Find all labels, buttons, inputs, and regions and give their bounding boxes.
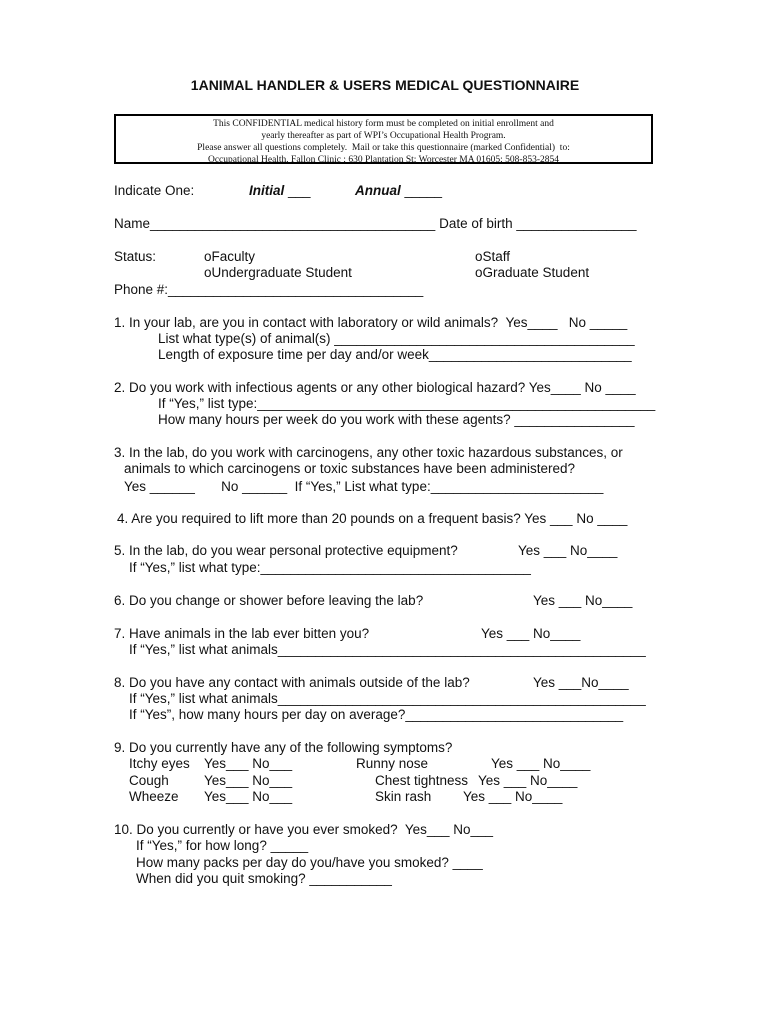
q5-yes-no[interactable]: Yes ___ No____ [518,543,618,558]
q1-exposure-time[interactable]: Length of exposure time per day and/or week___________________________ [158,347,632,362]
q9-skin-rash-label: Skin rash [375,789,432,804]
q3-question: 3. In the lab, do you work with carcinogens, any other toxic hazardous substances, or [114,445,623,460]
q10-packs-per-day[interactable]: How many packs per day do you/have you smoked? ____ [136,855,483,870]
q8-animals[interactable]: If “Yes,” list what animals_________________________________________________ [129,691,646,706]
status-grad-option[interactable]: oGraduate Student [475,265,590,280]
annual-option[interactable] [355,183,442,199]
notice-line-2: yearly thereafter as part of WPI’s Occupational Health Program. [261,131,506,141]
q10-quit-date[interactable]: When did you quit smoking? ___________ [136,871,392,886]
q9-wheeze-label: Wheeze [129,789,179,804]
indicate-one-label: Indicate One: [114,183,195,198]
q9-wheeze-yes-no[interactable]: Yes___ No___ [204,789,293,804]
phone-field[interactable]: Phone #:__________________________________ [114,282,424,297]
initial-option[interactable] [249,183,311,199]
q6-yes-no[interactable]: Yes ___ No____ [533,593,633,608]
q7-animals[interactable]: If “Yes,” list what animals_________________________________________________ [129,642,646,657]
q8-yes-no[interactable]: Yes ___No____ [533,675,629,690]
status-staff-option[interactable]: oStaff [475,249,511,264]
q9-cough-yes-no[interactable]: Yes___ No___ [204,773,293,788]
q9-skin-rash-yes-no[interactable]: Yes ___ No____ [463,789,563,804]
q9-cough-label: Cough [129,773,169,788]
q3-question-cont: animals to which carcinogens or toxic substances have been administered? [124,461,575,476]
notice-line-4: Occupational Health, Fallon Clinic ; 630 Plantation St; Worcester MA 01605; 508-853-2854 [207,155,560,165]
q1-animal-types[interactable]: List what type(s) of animal(s) ________________________________________ [158,331,635,346]
status-undergrad-option[interactable]: oUndergraduate Student [204,265,352,280]
q1-question[interactable]: 1. In your lab, are you in contact with laboratory or wild animals? Yes____ No _____ [114,315,628,330]
q7-yes-no[interactable]: Yes ___ No____ [481,626,581,641]
status-faculty-option[interactable]: oFaculty [204,249,256,264]
name-dob-field[interactable]: Name______________________________________ Date of birth ________________ [114,216,637,231]
q5-type[interactable]: If “Yes,” list what type:____________________________________ [129,560,531,575]
confidential-notice [114,114,653,164]
initial-blank: ___ [284,183,311,198]
q9-chest-tightness-label: Chest tightness [375,773,469,788]
q8-question: 8. Do you have any contact with animals outside of the lab? [114,675,470,690]
q9-question: 9. Do you currently have any of the following symptoms? [114,740,453,755]
q10-question[interactable]: 10. Do you currently or have you ever smoked? Yes___ No___ [114,822,493,837]
q2-question[interactable]: 2. Do you work with infectious agents or any other biological hazard? Yes____ No ____ [114,380,636,395]
q9-itchy-eyes-label: Itchy eyes [129,756,190,771]
q7-question: 7. Have animals in the lab ever bitten you? [114,626,370,641]
q2-hours[interactable]: How many hours per week do you work with these agents? ________________ [158,412,635,427]
initial-label: Initial [249,183,285,198]
q5-question: 5. In the lab, do you wear personal protective equipment? [114,543,458,558]
q9-runny-nose-yes-no[interactable]: Yes ___ No____ [491,756,591,771]
q6-question: 6. Do you change or shower before leaving the lab? [114,593,424,608]
q4-question[interactable]: 4. Are you required to lift more than 20 pounds on a frequent basis? Yes ___ No ____ [117,511,628,526]
notice-line-1: This CONFIDENTIAL medical history form must be completed on initial enrollment and [213,119,554,129]
annual-blank: _____ [400,183,443,198]
page-title: 1ANIMAL HANDLER & USERS MEDICAL QUESTIONNAIRE [190,77,580,93]
q3-answer[interactable]: Yes ______ No ______ If “Yes,” List what type:_______________________ [124,479,604,494]
q9-chest-tightness-yes-no[interactable]: Yes ___ No____ [478,773,578,788]
q9-itchy-eyes-yes-no[interactable]: Yes___ No___ [204,756,293,771]
q8-hours[interactable]: If “Yes”, how many hours per day on average?_____________________________ [129,707,624,722]
q2-type[interactable]: If “Yes,” list type:_____________________________________________________ [158,396,656,411]
notice-line-3: Please answer all questions completely. Mail or take this questionnaire (marked Confidential) to: [197,143,570,153]
q10-how-long[interactable]: If “Yes,” for how long? _____ [136,838,309,853]
annual-label: Annual [355,183,401,198]
q9-runny-nose-label: Runny nose [356,756,429,771]
status-label: Status: [114,249,157,264]
